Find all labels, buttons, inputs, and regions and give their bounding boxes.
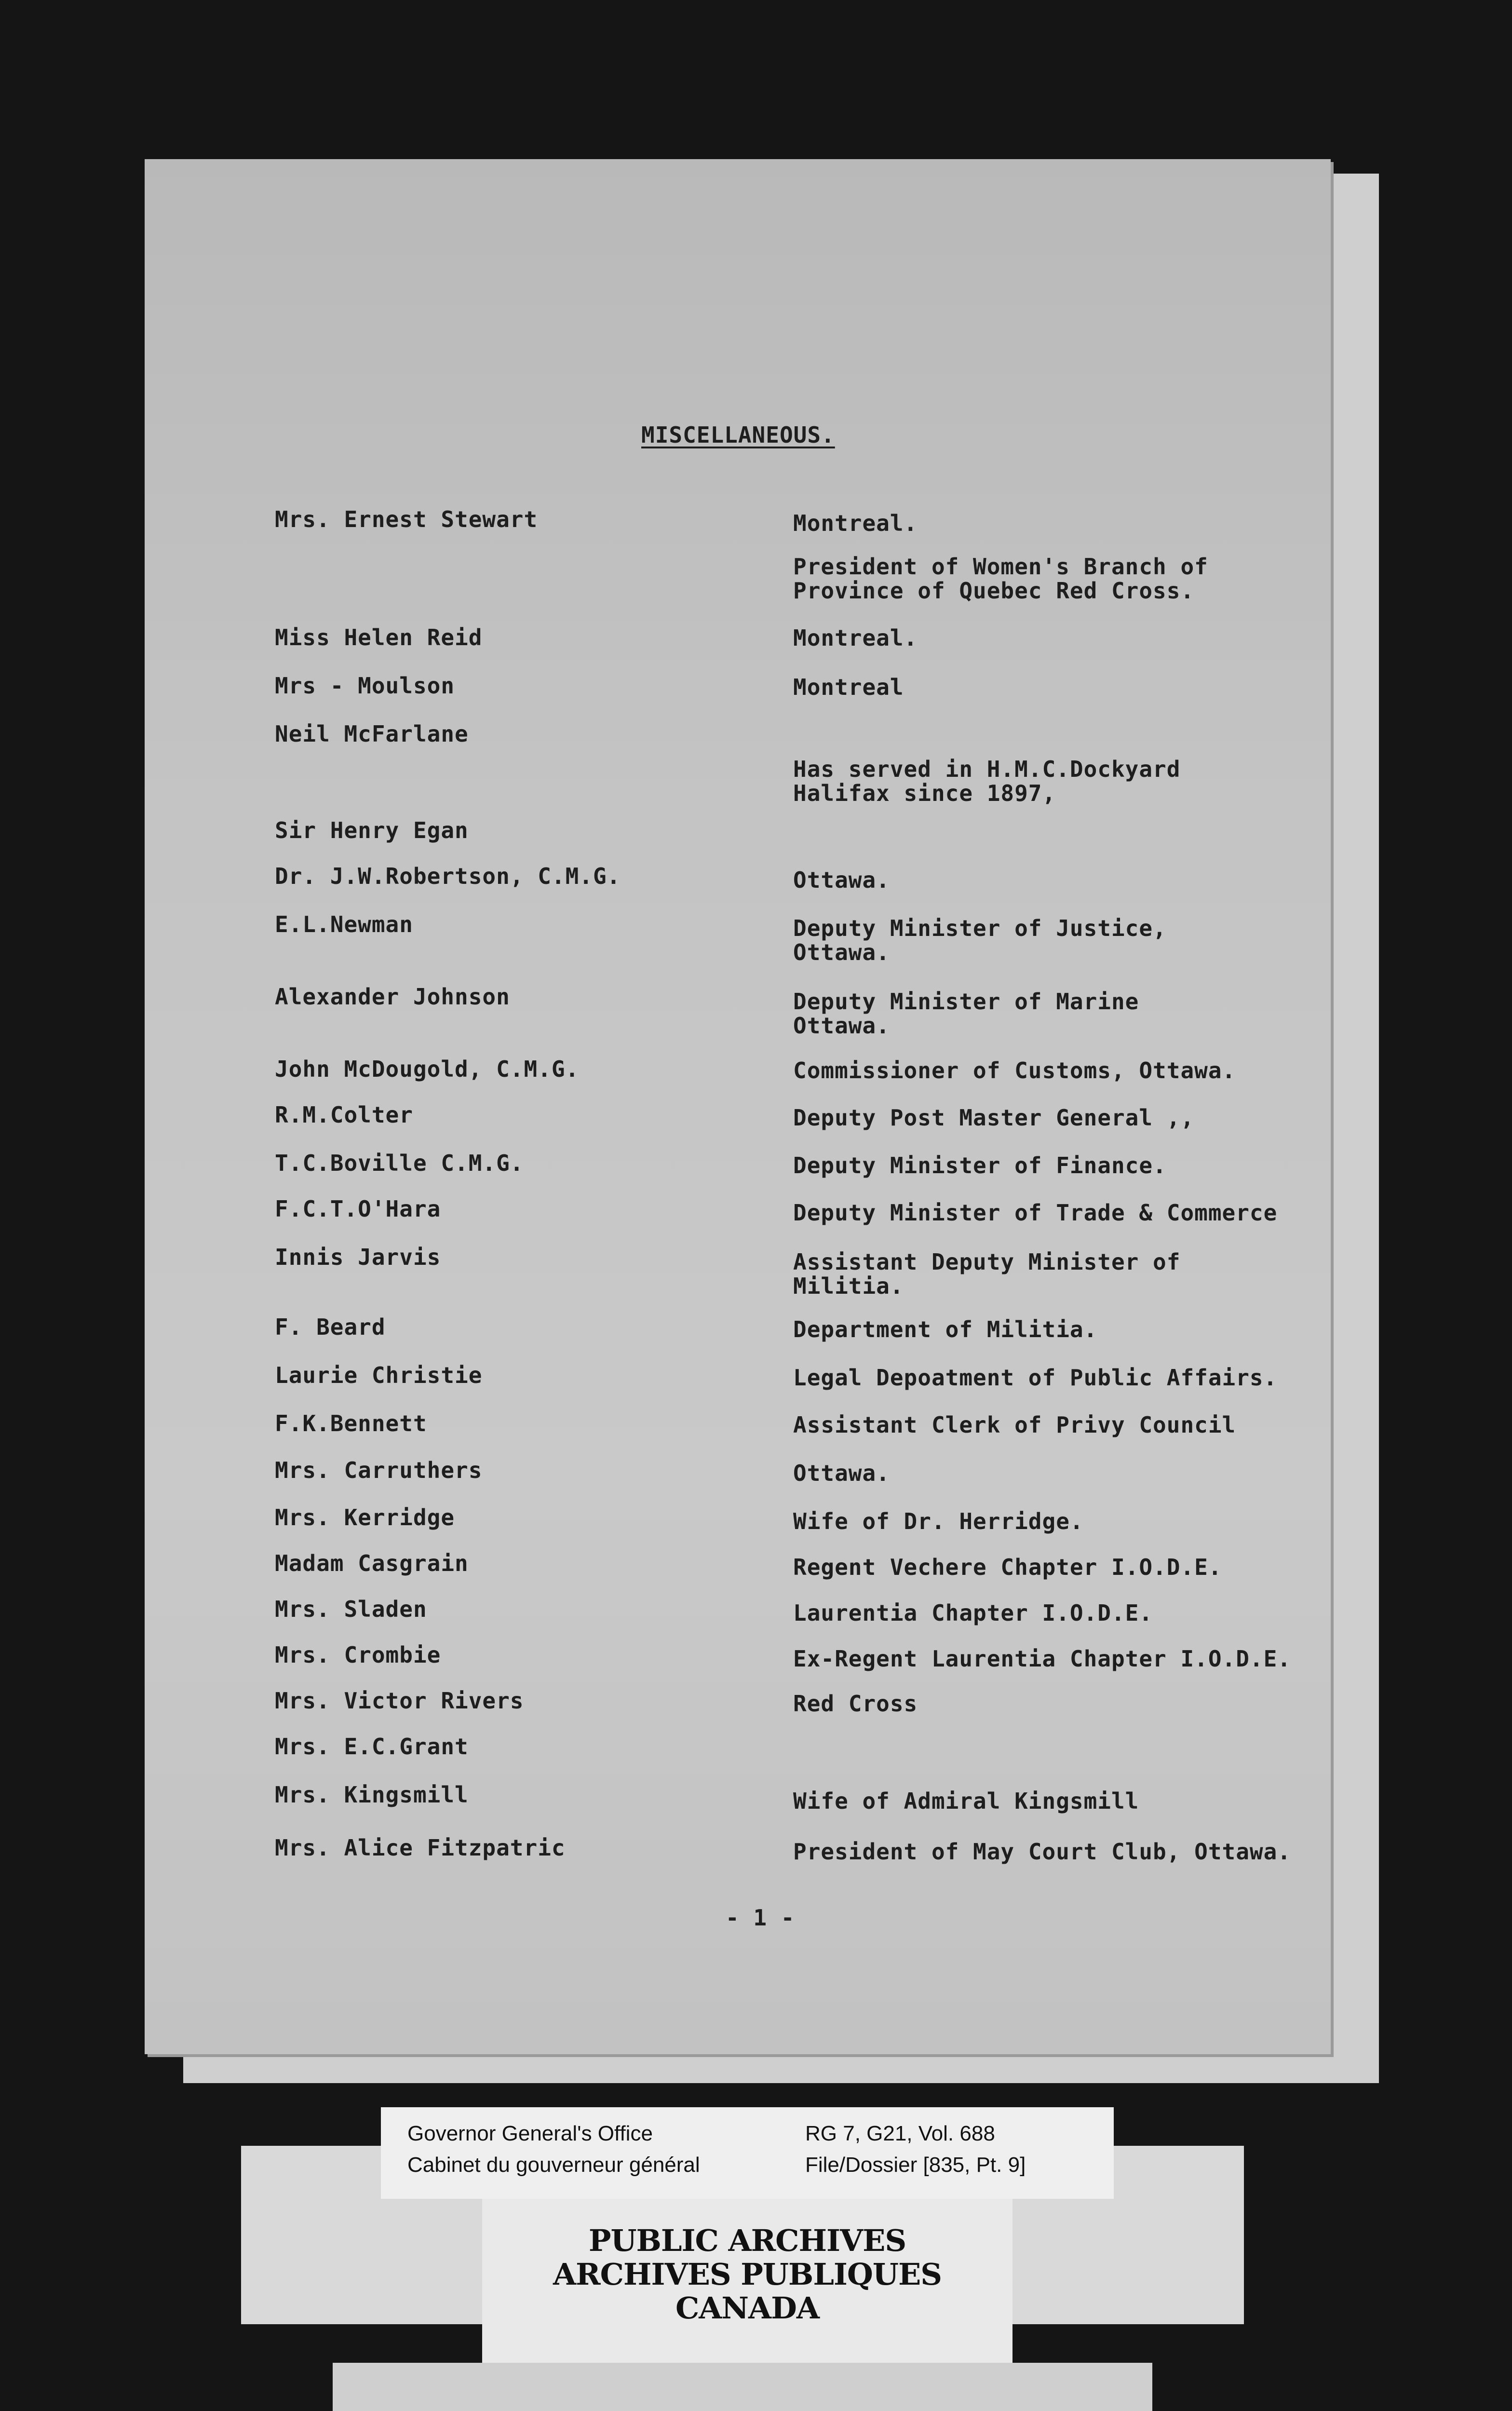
- entry-name: Sir Henry Egan: [275, 817, 469, 843]
- entry-note: Assistant Clerk of Privy Council: [793, 1412, 1236, 1438]
- entry-name: Mrs. Ernest Stewart: [275, 506, 538, 532]
- office-french: Cabinet du gouverneur général: [407, 2153, 700, 2177]
- entry-note: Wife of Admiral Kingsmill: [793, 1788, 1139, 1814]
- archive-line-en: PUBLIC ARCHIVES: [588, 2223, 906, 2258]
- entry-note: Legal Depoatment of Public Affairs.: [793, 1365, 1278, 1391]
- office-english: Governor General's Office: [407, 2122, 653, 2145]
- entry-name: Mrs - Moulson: [275, 673, 455, 699]
- document-page: [145, 159, 1331, 2054]
- entry-name: T.C.Boville C.M.G.: [275, 1150, 524, 1176]
- entry-name: Alexander Johnson: [275, 984, 510, 1010]
- document-heading: MISCELLANEOUS.: [641, 422, 835, 448]
- reference-stamp: [381, 2107, 1114, 2199]
- file-reference: File/Dossier [835, Pt. 9]: [805, 2153, 1026, 2177]
- entry-note: Montreal.: [793, 510, 918, 536]
- entry-note: Deputy Post Master General ,,: [793, 1105, 1195, 1131]
- entry-note: Deputy Minister of Marine: [793, 989, 1139, 1015]
- archive-line-country: CANADA: [675, 2290, 820, 2326]
- entry-note: Assistant Deputy Minister of: [793, 1249, 1181, 1275]
- page-number: - 1 -: [726, 1905, 795, 1931]
- entry-note: President of Women's Branch of: [793, 554, 1208, 580]
- entry-name: Mrs. Sladen: [275, 1596, 427, 1622]
- entry-note: Ottawa.: [793, 867, 890, 893]
- entry-note: Has served in H.M.C.Dockyard: [793, 756, 1181, 782]
- entry-name: F.C.T.O'Hara: [275, 1196, 441, 1222]
- entry-name: John McDougold, C.M.G.: [275, 1056, 580, 1082]
- entry-note: Laurentia Chapter I.O.D.E.: [793, 1600, 1153, 1626]
- bottom-strip: [333, 2363, 1152, 2411]
- archive-line-fr: ARCHIVES PUBLIQUES: [553, 2257, 942, 2292]
- entry-name: Mrs. Carruthers: [275, 1457, 483, 1483]
- entry-name: Innis Jarvis: [275, 1244, 441, 1270]
- entry-name: Mrs. Victor Rivers: [275, 1688, 524, 1714]
- entry-note: Montreal.: [793, 625, 918, 651]
- entry-name: R.M.Colter: [275, 1102, 413, 1128]
- entry-note: Ottawa.: [793, 939, 890, 965]
- entry-note: Red Cross: [793, 1691, 918, 1717]
- entry-note: Ottawa.: [793, 1013, 890, 1039]
- entry-name: Mrs. Kerridge: [275, 1504, 455, 1531]
- entry-note: Deputy Minister of Trade & Commerce: [793, 1200, 1278, 1226]
- entry-note: Wife of Dr. Herridge.: [793, 1508, 1084, 1534]
- entry-note: President of May Court Club, Ottawa.: [793, 1839, 1291, 1865]
- entry-name: Neil McFarlane: [275, 721, 469, 747]
- entry-note: Regent Vechere Chapter I.O.D.E.: [793, 1554, 1222, 1580]
- entry-note: Montreal: [793, 674, 904, 700]
- entry-note: Ottawa.: [793, 1460, 890, 1486]
- entry-name: Madam Casgrain: [275, 1550, 469, 1576]
- entry-note: Deputy Minister of Justice,: [793, 915, 1167, 941]
- entry-name: Mrs. Kingsmill: [275, 1782, 469, 1808]
- entry-name: E.L.Newman: [275, 911, 413, 937]
- entry-name: Mrs. E.C.Grant: [275, 1734, 469, 1760]
- entry-note: Province of Quebec Red Cross.: [793, 578, 1195, 604]
- entry-name: F. Beard: [275, 1314, 386, 1340]
- entry-name: Laurie Christie: [275, 1362, 483, 1388]
- entry-note: Department of Militia.: [793, 1316, 1098, 1342]
- entry-name: Dr. J.W.Robertson, C.M.G.: [275, 863, 621, 889]
- record-group: RG 7, G21, Vol. 688: [805, 2122, 995, 2145]
- entry-note: Militia.: [793, 1273, 904, 1299]
- entry-name: F.K.Bennett: [275, 1410, 427, 1436]
- entry-name: Mrs. Alice Fitzpatric: [275, 1835, 566, 1861]
- entry-name: Mrs. Crombie: [275, 1642, 441, 1668]
- entry-note: Deputy Minister of Finance.: [793, 1152, 1167, 1178]
- entry-note: Commissioner of Customs, Ottawa.: [793, 1057, 1236, 1084]
- entry-note: Ex-Regent Laurentia Chapter I.O.D.E.: [793, 1646, 1291, 1672]
- entry-name: Miss Helen Reid: [275, 624, 483, 650]
- entry-note: Halifax since 1897,: [793, 780, 1056, 806]
